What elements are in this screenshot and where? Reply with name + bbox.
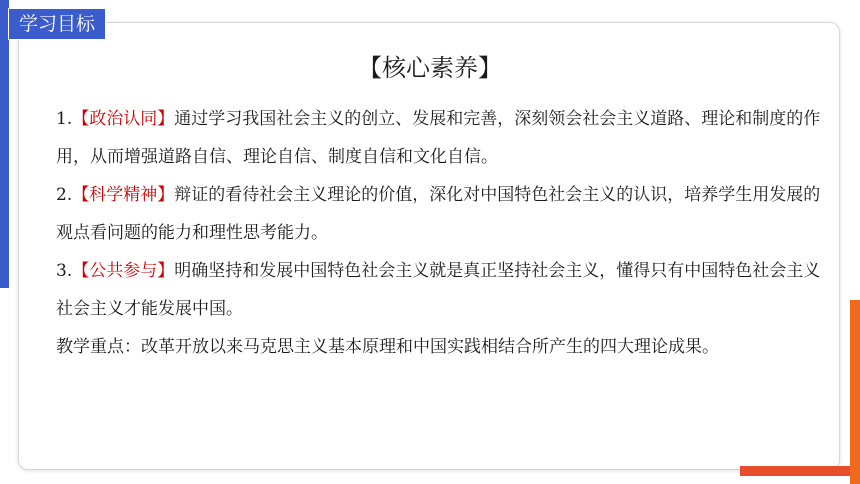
- item-text: 辩证的看待社会主义理论的价值，深化对中国特色社会主义的认识，培养学生用发展的观点看问题的能力和理性思考能力。: [56, 185, 821, 243]
- item-text: 通过学习我国社会主义的创立、发展和完善，深刻领会社会主义道路、理论和制度的作用，从而增强道路自信、理论自信、制度自信和文化自信。: [56, 109, 821, 167]
- heading-text: 核心素养: [382, 54, 478, 82]
- item-tag: 【政治认同】: [72, 109, 175, 129]
- item-number: 1.: [56, 109, 73, 129]
- section-title-tab: 学习目标: [8, 8, 106, 40]
- key-point: 教学重点：改革开放以来马克思主义基本原理和中国实践相结合所产生的四大理论成果。: [56, 337, 719, 357]
- bottom-accent-bar: [740, 466, 850, 476]
- heading-open-bracket: 【: [358, 54, 382, 82]
- right-accent-bar: [850, 300, 860, 484]
- page-heading: [0, 48, 860, 83]
- objective-item-2: [56, 176, 826, 252]
- heading-close-bracket: 】: [478, 54, 502, 82]
- objective-item-3: [56, 252, 826, 328]
- item-text: 明确坚持和发展中国特色社会主义就是真正坚持社会主义，懂得只有中国特色社会主义社会主义才能发展中国。: [56, 261, 821, 319]
- item-number: 2.: [56, 185, 73, 205]
- objectives-list: [56, 100, 826, 366]
- item-tag: 【科学精神】: [72, 185, 175, 205]
- item-number: 3.: [56, 261, 73, 281]
- item-tag: 【公共参与】: [72, 261, 175, 281]
- objective-item-1: [56, 100, 826, 176]
- left-accent-bar: [0, 0, 9, 288]
